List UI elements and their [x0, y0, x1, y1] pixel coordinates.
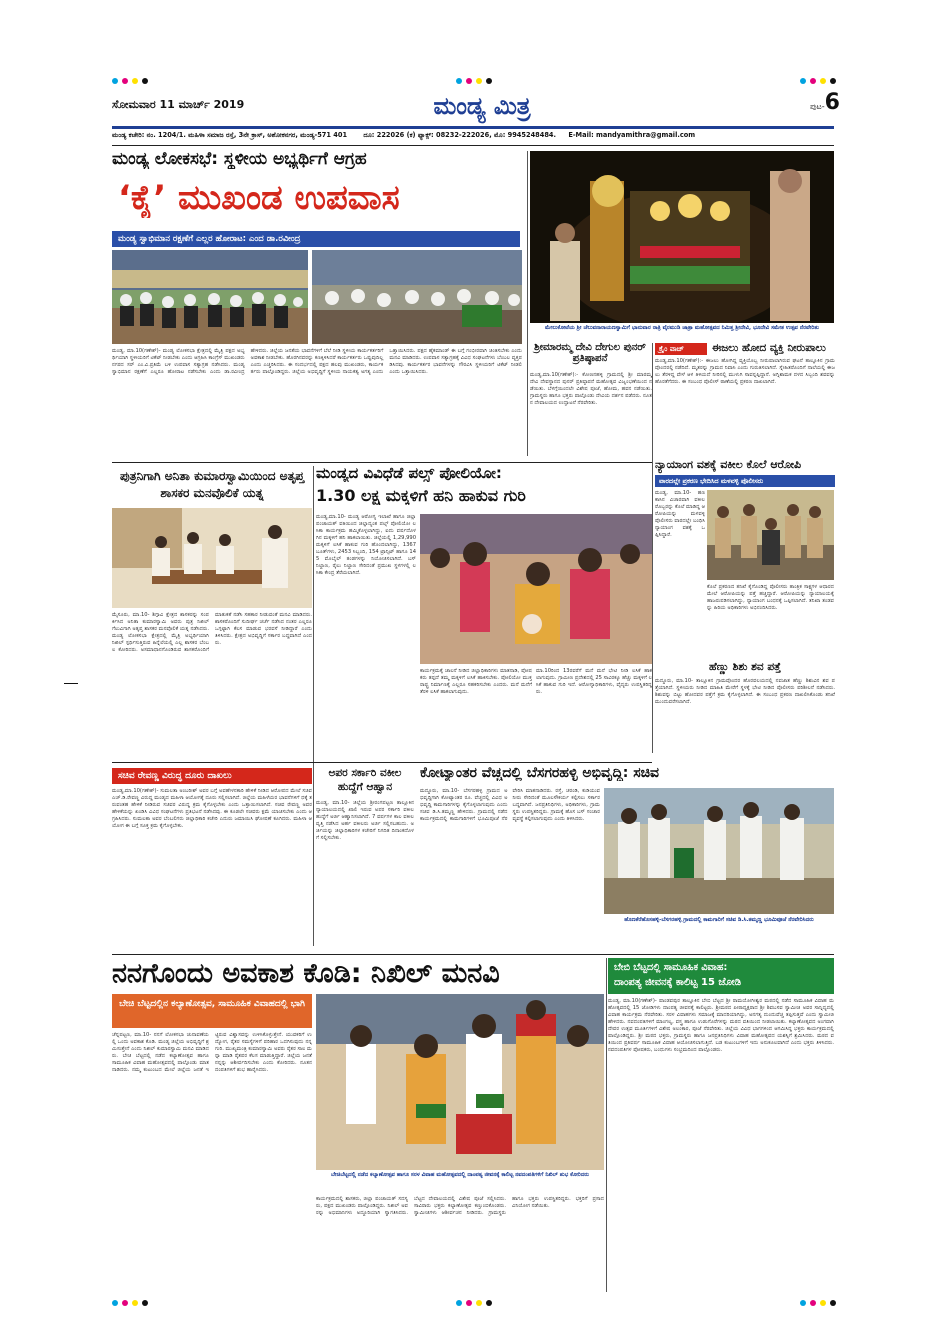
lead-strap: ಮಂಡ್ಯ ಸ್ವಾಭಿಮಾನ ರಕ್ಷಣೆಗೆ ಎಲ್ಲರ ಹೋರಾಟ: ಎಂದ ಡಾ.ರವೀಂದ್ರ — [112, 231, 520, 247]
column-rule — [527, 151, 528, 456]
registration-dot — [486, 1300, 492, 1306]
protest-photo-2 — [312, 250, 522, 344]
crime-head-3: ಹೆಣ್ಣು ಶಿಶು ಶವ ಪತ್ತೆ — [709, 661, 781, 673]
koti-photo — [604, 788, 834, 914]
temple-caption: ಮೇಲುಕೋಟೆಯ ಶ್ರೀ ಚೆಲುವನಾರಾಯಣಸ್ವಾಮಿಗೆ ಭಾನುವಾರ ರಾತ್ರಿ ವೈರಮುಡಿ ಜಾತ್ರಾ ಮಹೋತ್ಸವದ ನಿಮಿತ್ತ ಶ್ರೀದೇವಿ, ಭೂದೇವಿ ಸಮೇತ ಉತ್ಸವ ನೆರವೇರಿತು — [545, 325, 819, 331]
page-label — [810, 90, 840, 115]
lawyer-head: ಅಪರ ಸರ್ಕಾರಿ ವಕೀಲ ಹುದ್ದೆಗೆ ಆಹ್ವಾನ — [328, 767, 402, 793]
registration-dot — [112, 78, 118, 84]
address-rule — [112, 145, 834, 146]
polio-body-3: ಮಾ.10ರಿಂದ 13ರವರೆಗೆ ಮನೆ ಮನೆ ಭೇಟಿ ನೀಡಿ ಲಸಿಕೆ ಹಾಕಲಾಗುವುದು. ಗ್ರಾಮೀಣ ಪ್ರದೇಶದಲ್ಲಿ 25 ಸಾವಿರಕ್ಕೂ ಹೆಚ್ಚು ಮಕ್ಕಳಿಗೆ ಲಸಿಕೆ ಹಾಕುವ ಗುರಿ ಇದೆ. ಆರೋಗ್ಯಾಧಿಕಾರಿಗಳು, ವೈದ್ಯರು ಉಪಸ್ಥಿತರಿದ್ದರು. — [536, 668, 652, 695]
crime-strap-2: ವಾರದಲ್ಲೇ ಪ್ರಕರಣ ಭೇದಿಸಿದ ಮಳವಳ್ಳಿ ಪೊಲೀಸರು — [655, 475, 835, 487]
crime-body-2b: ಕೊಲೆ ಪ್ರಕರಣದ ತನಿಖೆ ಕೈಗೊಂಡಿದ್ದ ಪೊಲೀಸರು ತಾಂತ್ರಿಕ ಸಾಕ್ಷ್ಯಗಳ ಆಧಾರದ ಮೇಲೆ ಆರೋಪಿಯನ್ನು ಪತ್ತೆ ಹಚ್ಚಿದ್ದಾರೆ. ಆರೋಪಿಯನ್ನು ನ್ಯಾಯಾಲಯಕ್ಕೆ ಹಾಜರುಪಡಿಸಲಾಗಿದ್ದು, ನ್ಯಾಯಾಂಗ ಬಂಧನಕ್ಕೆ ಒಪ್ಪಿಸಲಾಗಿದೆ. ತನಿಖಾ ತಂಡವನ್ನು ಹಿರಿಯ ಅಧಿಕಾರಿಗಳು ಅಭಿನಂದಿಸಿದರು. — [707, 584, 834, 611]
marriage-body: ಮಂಡ್ಯ, ಮಾ.10(ಗಣೇಶ್)- ಪಾಂಡವಪುರ ತಾಲ್ಲೂಕಿನ ಬೇಬಿ ಬೆಟ್ಟದ ಶ್ರೀ ರಾಮಯೋಗೀಶ್ವರ ಮಠದಲ್ಲಿ ನಡೆದ ಸಾಮೂಹಿಕ ವಿವಾಹ ಮಹೋತ್ಸವದಲ್ಲಿ 15 ಜೋಡಿಗಳು ದಾಂಪತ್ಯ ಜೀವನಕ್ಕೆ ಕಾಲಿಟ್ಟರು. ಶ್ರೀಮಠದ ಪೀಠಾಧ್ಯಕ್ಷರಾದ ಶ್ರೀ ಶಿವಬಸವ ಸ್ವಾಮೀಜಿ ಅವರ ಸಾನ್ನಿಧ್ಯದಲ್ಲಿ ವಿವಾಹ ಕಾರ್ಯಕ್ರಮ ನೆರವೇರಿತು. ಸರಳ ವಿವಾಹಗಳು ಸಮಾಜಕ್ಕೆ ಮಾದರಿಯಾಗಿದ್ದು, ಅನಗತ್ಯ ದುಂದುವೆಚ್ಚ ತಪ್ಪಿಸುತ್ತವೆ ಎಂದು ಸ್ವಾಮೀಜಿ ಹೇಳಿದರು. ನವದಂಪತಿಗಳಿಗೆ ಮಾಂಗಲ್ಯ, ವಸ್ತ್ರ ಹಾಗೂ ಉಡುಗೊರೆಗಳನ್ನು ಮಠದ ವತಿಯಿಂದ ನೀಡಲಾಯಿತು. ಕಲ್ಯಾಣೋತ್ಸವದ ಅಂಗವಾಗಿ ದೇವರ ಉತ್ಸವ ಮೂರ್ತಿಗಳಿಗೆ ವಿಶೇಷ ಅಲಂಕಾರ, ಪೂಜೆ ನೆರವೇರಿತು. ಜಿಲ್ಲೆಯ ವಿವಿಧ ಭಾಗಗಳಿಂದ ಆಗಮಿಸಿದ್ದ ಭಕ್ತರು ಕಾರ್ಯಕ್ರಮದಲ್ಲಿ ಪಾಲ್ಗೊಂಡಿದ್ದರು. ಶ್ರೀ ಮಠದ ಭಕ್ತರು, ಗ್ರಾಮಸ್ಥರು ಹಾಗೂ ಜನಪ್ರತಿನಿಧಿಗಳು ವಿವಾಹ ಮಹೋತ್ಸವದ ಯಶಸ್ಸಿಗೆ ಶ್ರಮಿಸಿದರು. ಮಠದ ವತಿಯಿಂದ ಪ್ರತಿವರ್ಷ ಸಾಮೂಹಿಕ ವಿವಾಹ ಆಯೋಜಿಸಲಾಗುತ್ತಿದೆ. ಬಡ ಕುಟುಂಬಗಳಿಗೆ ಇದು ಅನುಕೂಲವಾಗಿದೆ ಎಂದು ಭಕ್ತರು ತಿಳಿಸಿದರು. ನವದಂಪತಿಗಳ ಪೋಷಕರು, ಬಂಧುಗಳು ಸಂಭ್ರಮದಿಂದ ಪಾಲ್ಗೊಂಡರು. — [608, 998, 834, 1053]
protest-photo — [112, 250, 308, 344]
masthead-rule — [112, 126, 834, 129]
registration-dot — [800, 78, 806, 84]
registration-dot — [830, 1300, 836, 1306]
marriage-band — [608, 958, 834, 994]
column-rule — [652, 343, 653, 753]
phone-numbers: ದೂ: 222026 (ಕ) ಫ್ಯಾಕ್ಸ್: 08232-222026, ಮೊ: 9945248484. — [363, 131, 557, 139]
koti-caption: ಹೊಣಕೆರೆಹೊಸಹಳ್ಳಿ-ಬೆಸಗರಹಳ್ಳಿ ಗ್ರಾಮದಲ್ಲಿ ಕಾಮಗಾರಿಗೆ ಸಚಿವ ಡಿ.ಸಿ.ತಮ್ಮಣ್ಣ ಭೂಮಿಪೂಜೆ ನೆರವೇರಿಸಿದರು — [624, 917, 814, 923]
marriage-head-1: ಬೇಬಿ ಬೆಟ್ಟದಲ್ಲಿ ಸಾಮೂಹಿಕ ವಿವಾಹ: — [614, 962, 728, 973]
registration-dot — [112, 1300, 118, 1306]
email-address: E-Mail: mandyamithra@gmail.com — [568, 131, 696, 139]
crime-tag: ಕ್ರೈಂ ವಾಚ್ — [655, 343, 707, 355]
lead-headline: ‘ಕೈ’ ಮುಖಂಡ ಉಪವಾಸ — [118, 178, 400, 218]
column-rule — [606, 958, 607, 1292]
polio-body-2: ಕಾರ್ಯಕ್ರಮಕ್ಕೆ ಚಾಲನೆ ನೀಡಿದ ಜಿಲ್ಲಾಧಿಕಾರಿಗಳು ಮಾತನಾಡಿ, ಪೋಷಕರು ತಪ್ಪದೆ ತಮ್ಮ ಮಕ್ಕಳಿಗೆ ಲಸಿಕೆ ಹಾಕಿಸಬೇಕು. ಪೋಲಿಯೋ ಮುಕ್ತ ರಾಷ್ಟ್ರ ನಿರ್ಮಾಣಕ್ಕೆ ಎಲ್ಲರೂ ಸಹಕರಿಸಬೇಕು ಎಂದರು. ಮನೆ ಮನೆಗೆ ತೆರಳಿ ಲಸಿಕೆ ಹಾಕಲಾಗುವುದು. — [420, 668, 532, 695]
anitha-body: ಮೈಸೂರು, ಮಾ.10- ಶಿಗ್ಗಾವಿ ಕ್ಷೇತ್ರದ ಶಾಸಕರನ್ನು ಸಂಪರ್ಕಿಸಿದ ಅನಿತಾ ಕುಮಾರಸ್ವಾಮಿ ಅವರು ಪುತ್ರ ನಿಖಿಲ್ ಗೆಲುವಿಗಾಗಿ ಅತೃಪ್ತ ಶಾಸಕರ ಮನವೊಲಿಕೆ ಯತ್ನ ನಡೆಸಿದರು. ಮಂಡ್ಯ ಲೋಕಸಭಾ ಕ್ಷೇತ್ರದಲ್ಲಿ ಮೈತ್ರಿ ಅಭ್ಯರ್ಥಿಯಾಗಿ ನಿಖಿಲ್ ಸ್ಪರ್ಧಿಸುತ್ತಿರುವ ಹಿನ್ನೆಲೆಯಲ್ಲಿ ಎಲ್ಲ ಶಾಸಕರ ಬೆಂಬಲ ಕೋರಿದರು. ಅಸಮಾಧಾನಗೊಂಡಿರುವ ಶಾಸಕರೊಂದಿಗೆ ಮಾತುಕತೆ ನಡೆಸಿ ಸಹಕಾರ ನೀಡುವಂತೆ ಮನವಿ ಮಾಡಿದರು. ಶಾಸಕರೊಂದಿಗೆ ಸುದೀರ್ಘ ಚರ್ಚೆ ನಡೆಸಿದ ನಂತರ ಎಲ್ಲರೂ ಒಗ್ಗಟ್ಟಾಗಿ ಕೆಲಸ ಮಾಡುವ ಭರವಸೆ ನೀಡಿದ್ದಾರೆ ಎಂದು ತಿಳಿಸಿದರು. ಕ್ಷೇತ್ರದ ಅಭಿವೃದ್ಧಿಗೆ ಸರ್ಕಾರ ಬದ್ಧವಾಗಿದೆ ಎಂದರು. — [112, 612, 312, 653]
masthead-title: ಮಂಡ್ಯ ಮಿತ್ರ — [433, 92, 531, 120]
registration-dot — [122, 78, 128, 84]
registration-dot — [466, 1300, 472, 1306]
office-address: ಮಂಡ್ಯ ಕಚೇರಿ: ನಂ. 1204/1. ಮಹಿಳಾ ಸಮಾಜ ರಸ್ತೆ, 3ನೇ ಕ್ರಾಸ್, ಅಶೋಕನಗರ, ಮಂಡ್ಯ-571 401 — [112, 131, 348, 139]
registration-dot — [142, 78, 148, 84]
nikhil-body-2: ಕಾರ್ಯಕ್ರಮದಲ್ಲಿ ಶಾಸಕರು, ಜಿಲ್ಲಾ ಪಂಚಾಯತ್ ಸದಸ್ಯರು, ಪಕ್ಷದ ಮುಖಂಡರು ಪಾಲ್ಗೊಂಡಿದ್ದರು. ನಿಖಿಲ್ ಅವರನ್ನು ಅಭಿಮಾನಿಗಳು ಅದ್ದೂರಿಯಾಗಿ ಸ್ವಾಗತಿಸಿದರು. ಬೆಟ್ಟದ ದೇವಾಲಯದಲ್ಲಿ ವಿಶೇಷ ಪೂಜೆ ಸಲ್ಲಿಸಿದರು. ಸಾವಿರಾರು ಭಕ್ತರು ಕಲ್ಯಾಣೋತ್ಸವ ಕಣ್ತುಂಬಿಕೊಂಡರು. ಸ್ವಾಮೀಜಿಗಳು ಆಶೀರ್ವಚನ ನೀಡಿದರು. ಗ್ರಾಮಸ್ಥರು ಹಾಗೂ ಭಕ್ತರು ಉಪಸ್ಥಿತರಿದ್ದರು. ಭಕ್ತರಿಗೆ ಪ್ರಸಾದ ವಿನಿಯೋಗ ನಡೆಯಿತು. — [316, 1196, 604, 1216]
page-number: 6 — [824, 90, 840, 115]
column-rule — [313, 466, 314, 946]
registration-dot — [142, 1300, 148, 1306]
nikhil-caption: ಬೇಚಿಬೆಟ್ಟದಲ್ಲಿ ನಡೆದ ಕಲ್ಯಾಣೋತ್ಸವ ಹಾಗೂ ಸರಳ ವಿವಾಹ ಮಹೋತ್ಸವದಲ್ಲಿ ದಾಂಪತ್ಯ ಜೀವನಕ್ಕೆ ಕಾಲಿಟ್ಟ ನವದಂಪತಿಗಳಿಗೆ ನಿಖಿಲ್ ಶುಭ ಕೋರಿದರು — [330, 1172, 590, 1178]
polio-body-1: ಮಂಡ್ಯ,ಮಾ.10- ಮಂಡ್ಯ ಆರೋಗ್ಯ ಇಲಾಖೆ ಹಾಗೂ ಜಿಲ್ಲಾ ಪಂಚಾಯತ್ ವತಿಯಿಂದ ಜಿಲ್ಲಾದ್ಯಂತ ಪಲ್ಸ್ ಪೋಲಿಯೋ ಲಸಿಕಾ ಕಾರ್ಯಕ್ರಮ ಹಮ್ಮಿಕೊಳ್ಳಲಾಗಿದ್ದು, ಐದು ವರ್ಷದೊಳಗಿನ ಮಕ್ಕಳಿಗೆ ಹನಿ ಹಾಕಲಾಯಿತು. ಜಿಲ್ಲೆಯಲ್ಲಿ 1,29,990 ಮಕ್ಕಳಿಗೆ ಲಸಿಕೆ ಹಾಕುವ ಗುರಿ ಹೊಂದಲಾಗಿದ್ದು, 1367 ಬೂತ್‌ಗಳು, 2453 ಸಿಬ್ಬಂದಿ, 154 ಟ್ರಾನ್ಸಿಟ್ ಹಾಗೂ 145 ಮೊಬೈಲ್ ತಂಡಗಳನ್ನು ನಿಯೋಜಿಸಲಾಗಿದೆ. ಬಸ್ ನಿಲ್ದಾಣ, ರೈಲು ನಿಲ್ದಾಣ ಸೇರಿದಂತೆ ಪ್ರಮುಖ ಸ್ಥಳಗಳಲ್ಲಿ ಲಸಿಕಾ ಕೇಂದ್ರ ತೆರೆಯಲಾಗಿದೆ. — [316, 514, 416, 576]
anitha-photo — [112, 508, 312, 608]
crime-body-3: ಮದ್ದೂರು, ಮಾ.10- ತಾಲ್ಲೂಕಿನ ಗ್ರಾಮವೊಂದರ ಹೊರವಲಯದಲ್ಲಿ ನವಜಾತ ಹೆಣ್ಣು ಶಿಶುವಿನ ಶವ ಪತ್ತೆಯಾಗಿದೆ. ಸ್ಥಳೀಯರು ನೀಡಿದ ಮಾಹಿತಿ ಮೇರೆಗೆ ಸ್ಥಳಕ್ಕೆ ಭೇಟಿ ನೀಡಿದ ಪೊಲೀಸರು ಪರಿಶೀಲನೆ ನಡೆಸಿದರು. ಶಿಶುವನ್ನು ಬಿಟ್ಟು ಹೋದವರ ಪತ್ತೆಗೆ ಕ್ರಮ ಕೈಗೊಳ್ಳಲಾಗಿದೆ. ಈ ಸಂಬಂಧ ಪ್ರಕರಣ ದಾಖಲಿಸಿಕೊಂಡು ತನಿಖೆ ಮುಂದುವರೆಸಲಾಗಿದೆ. — [655, 678, 835, 705]
lead-kicker: ಮಂಡ್ಯ ಲೋಕಸಭೆ: ಸ್ಥಳೀಯ ಅಭ್ಯರ್ಥಿಗೆ ಆಗ್ರಹ — [112, 151, 367, 169]
police-photo — [707, 490, 834, 580]
temple-photo — [530, 151, 834, 323]
nikhil-strap: ಬೇಚಿ ಬೆಟ್ಟದಲ್ಲಿನ ಕಲ್ಯಾಣೋತ್ಸವ, ಸಾಮೂಹಿಕ ವಿವಾಹದಲ್ಲಿ ಭಾಗಿ — [112, 994, 312, 1028]
registration-dot — [132, 78, 138, 84]
crime-head-2: ನ್ಯಾಯಾಂಗ ವಶಕ್ಕೆ ವಕೀಲ ಕೊಲೆ ಆರೋಪಿ — [655, 458, 802, 471]
temple-story-head: ಶ್ರೀಮಾರಮ್ಮ ದೇವಿ ದೇಗುಲ ಪುನರ್ ಪ್ರತಿಷ್ಠಾಪನೆ — [534, 342, 646, 364]
nikhil-body-1: ಚೆನ್ನಪಟ್ಟಣ, ಮಾ.10- ನನಗೆ ಲೋಕಸಭಾ ಚುನಾವಣೆಯಲ್ಲಿ ಒಂದು ಅವಕಾಶ ಕೊಡಿ. ಮಂಡ್ಯ ಜಿಲ್ಲೆಯ ಅಭಿವೃದ್ಧಿಗೆ ಶ್ರಮಿಸುತ್ತೇನೆ ಎಂದು ನಿಖಿಲ್ ಕುಮಾರಸ್ವಾಮಿ ಮನವಿ ಮಾಡಿದರು. ಬೇಚಿ ಬೆಟ್ಟದಲ್ಲಿ ನಡೆದ ಕಲ್ಯಾಣೋತ್ಸವ ಹಾಗೂ ಸಾಮೂಹಿಕ ವಿವಾಹ ಮಹೋತ್ಸವದಲ್ಲಿ ಪಾಲ್ಗೊಂಡು ಮಾತನಾಡಿದರು. ನಮ್ಮ ಕುಟುಂಬದ ಮೇಲೆ ಜಿಲ್ಲೆಯ ಜನತೆ ಇಟ್ಟಿರುವ ವಿಶ್ವಾಸವನ್ನು ಉಳಿಸಿಕೊಳ್ಳುತ್ತೇನೆ. ಯುವಕರಿಗೆ ಉದ್ಯೋಗ, ರೈತರ ಸಮಸ್ಯೆಗಳಿಗೆ ಪರಿಹಾರ ಒದಗಿಸುವುದು ನನ್ನ ಗುರಿ. ಮುಖ್ಯಮಂತ್ರಿ ಕುಮಾರಸ್ವಾಮಿ ಅವರು ರೈತರ ಸಾಲ ಮನ್ನಾ ಮಾಡಿ ರೈತಪರ ಕೆಲಸ ಮಾಡುತ್ತಿದ್ದಾರೆ. ಜಿಲ್ಲೆಯ ಜನತೆ ನನ್ನನ್ನು ಆಶೀರ್ವದಿಸಬೇಕು ಎಂದು ಕೋರಿದರು. ನೂತನ ದಂಪತಿಗಳಿಗೆ ಶುಭ ಹಾರೈಸಿದರು. — [112, 1032, 312, 1073]
lead-body: ಮಂಡ್ಯ, ಮಾ.10(ಗಣೇಶ್)- ಮಂಡ್ಯ ಲೋಕಸಭಾ ಕ್ಷೇತ್ರದಲ್ಲಿ ಮೈತ್ರಿ ಪಕ್ಷದ ಅಭ್ಯರ್ಥಿಯಾಗಿ ಸ್ಥಳೀಯರಿಗೆ ಟಿಕೆಟ್ ನೀಡಬೇಕು ಎಂದು ಆಗ್ರಹಿಸಿ ಕಾಂಗ್ರೆಸ್ ಮುಖಂಡರು ನಗರದ ಸರ್ ಎಂ.ವಿ.ಪ್ರತಿಮೆ ಬಳಿ ಉಪವಾಸ ಸತ್ಯಾಗ್ರಹ ನಡೆಸಿದರು. ಮಂಡ್ಯ ಸ್ವಾಭಿಮಾನ ರಕ್ಷಣೆಗೆ ಎಲ್ಲರೂ ಹೋರಾಟ ನಡೆಸಬೇಕು ಎಂದು ಡಾ.ರವೀಂದ್ರ ಹೇಳಿದರು. ಜಿಲ್ಲೆಯ ಜನತೆಯ ಭಾವನೆಗಳಿಗೆ ಬೆಲೆ ನೀಡಿ ಸ್ಥಳೀಯ ಕಾರ್ಯಕರ್ತರಿಗೆ ಅವಕಾಶ ನೀಡಬೇಕು. ಹೊರಗಿನವರನ್ನು ಕಣಕ್ಕಿಳಿಸಿದರೆ ಕಾರ್ಯಕರ್ತರು ಒಪ್ಪುವುದಿಲ್ಲ ಎಂದು ಎಚ್ಚರಿಸಿದರು. ಈ ಸಂದರ್ಭದಲ್ಲಿ ಪಕ್ಷದ ಹಲವು ಮುಖಂಡರು, ಕಾರ್ಯಕರ್ತರು ಪಾಲ್ಗೊಂಡಿದ್ದರು. ಜಿಲ್ಲೆಯ ಅಭಿವೃದ್ಧಿಗೆ ಸ್ಥಳೀಯ ನಾಯಕತ್ವ ಅಗತ್ಯ ಎಂದು ಒತ್ತಾಯಿಸಿದರು. ಪಕ್ಷದ ಹೈಕಮಾಂಡ್ ಈ ಬಗ್ಗೆ ಗಂಭೀರವಾಗಿ ಚಿಂತಿಸಬೇಕು ಎಂದು ಮನವಿ ಮಾಡಿದರು. ಉಪವಾಸ ಸತ್ಯಾಗ್ರಹಕ್ಕೆ ವಿವಿಧ ಸಂಘಟನೆಗಳು ಬೆಂಬಲ ವ್ಯಕ್ತಪಡಿಸಿದವು. ಕಾರ್ಯಕರ್ತರ ಭಾವನೆಗಳನ್ನು ಗೌರವಿಸಿ ಸ್ಥಳೀಯರಿಗೆ ಟಿಕೆಟ್ ನೀಡಲಿ ಎಂದು ಒತ್ತಾಯಿಸಿದರು. — [112, 348, 522, 375]
bottom-rule — [112, 954, 834, 955]
nikhil-head: ನನಗೊಂದು ಅವಕಾಶ ಕೊಡಿ: ನಿಖಿಲ್ ಮನವಿ — [112, 960, 500, 989]
crime-body-2: ಮಂಡ್ಯ, ಮಾ.10- ಹಣಕಾಸಿನ ವಿಚಾರವಾಗಿ ವಕೀಲರೊಬ್ಬರನ್ನು ಕೊಲೆ ಮಾಡಿದ್ದ ಆರೋಪಿಯನ್ನು ಮಳವಳ್ಳಿ ಪೊಲೀಸರು ವಾರದಲ್ಲೇ ಬಂಧಿಸಿ ನ್ಯಾಯಾಂಗ ವಶಕ್ಕೆ ಒಪ್ಪಿಸಿದ್ದಾರೆ. — [655, 490, 705, 538]
issue-date: ಸೋಮವಾರ 11 ಮಾರ್ಚ್ 2019 — [112, 98, 245, 111]
registration-dot — [830, 78, 836, 84]
temple-story-body: ಮಂಡ್ಯ,ಮಾ.10(ಗಣೇಶ್):- ಕೋಣನಹಳ್ಳಿ ಗ್ರಾಮದಲ್ಲಿ ಶ್ರೀ ಮಾರಮ್ಮ ದೇವಿ ದೇವಸ್ಥಾನದ ಪುನರ್ ಪ್ರತಿಷ್ಠಾಪನೆ ಮಹೋತ್ಸವ ವಿಜೃಂಭಣೆಯಿಂದ ನಡೆಯಿತು. ಬೆಳಗ್ಗೆಯಿಂದಲೇ ವಿಶೇಷ ಪೂಜೆ, ಹೋಮ, ಹವನ ನಡೆಯಿತು. ಗ್ರಾಮಸ್ಥರು ಹಾಗೂ ಭಕ್ತರು ಪಾಲ್ಗೊಂಡು ದೇವಿಯ ದರ್ಶನ ಪಡೆದರು. ನೂತನ ದೇವಾಲಯದ ಉದ್ಘಾಟನೆ ನೆರವೇರಿತು. — [530, 372, 652, 406]
registration-dot — [466, 78, 472, 84]
marriage-head-2: ದಾಂಪತ್ಯ ಜೀವನಕ್ಕೆ ಕಾಲಿಟ್ಟ 15 ಜೋಡಿ — [614, 977, 742, 988]
revanna-band: ಸಚಿವ ರೇವಣ್ಣ ವಿರುದ್ಧ ದೂರು ದಾಖಲು — [112, 768, 312, 784]
registration-dot — [456, 1300, 462, 1306]
koti-body: ಮದ್ದೂರು, ಮಾ.10- ಬೆಸಗರಹಳ್ಳಿ ಗ್ರಾಮದ ಅಭಿವೃದ್ಧಿಗಾಗಿ ಕೋಟ್ಯಾಂತರ ರೂ. ವೆಚ್ಚದಲ್ಲಿ ವಿವಿಧ ಅಭಿವೃದ್ಧಿ ಕಾಮಗಾರಿಗಳನ್ನು ಕೈಗೊಳ್ಳಲಾಗುವುದು ಎಂದು ಸಚಿವ ಡಿ.ಸಿ.ತಮ್ಮಣ್ಣ ಹೇಳಿದರು. ಗ್ರಾಮದಲ್ಲಿ ನಡೆದ ಕಾರ್ಯಕ್ರಮದಲ್ಲಿ ಕಾಮಗಾರಿಗಳಿಗೆ ಭೂಮಿಪೂಜೆ ನೆರವೇರಿಸಿ ಮಾತನಾಡಿದರು. ರಸ್ತೆ, ಚರಂಡಿ, ಕುಡಿಯುವ ನೀರು ಸೇರಿದಂತೆ ಮೂಲಸೌಕರ್ಯ ಕಲ್ಪಿಸಲು ಸರ್ಕಾರ ಬದ್ಧವಾಗಿದೆ. ಜನಪ್ರತಿನಿಧಿಗಳು, ಅಧಿಕಾರಿಗಳು, ಗ್ರಾಮಸ್ಥರು ಉಪಸ್ಥಿತರಿದ್ದರು. ಗ್ರಾಮಕ್ಕೆ ಹೊಸ ಬಸ್ ಸಂಚಾರ ವ್ಯವಸ್ಥೆ ಕಲ್ಪಿಸಲಾಗುವುದು ಎಂದು ತಿಳಿಸಿದರು. — [420, 788, 600, 822]
margin-tick — [64, 683, 78, 684]
page-label-text: ಪುಟ- — [810, 102, 825, 111]
column-rule — [112, 762, 652, 763]
registration-dot — [476, 78, 482, 84]
registration-dot — [800, 1300, 806, 1306]
registration-dot — [820, 1300, 826, 1306]
registration-dot — [820, 78, 826, 84]
lawyer-body: ಮಂಡ್ಯ, ಮಾ.10- ಜಿಲ್ಲೆಯ ಶ್ರೀರಂಗಪಟ್ಟಣ ತಾಲ್ಲೂಕಿನ ನ್ಯಾಯಾಲಯದಲ್ಲಿ ಖಾಲಿ ಇರುವ ಅಪರ ಸರ್ಕಾರಿ ವಕೀಲ ಹುದ್ದೆಗೆ ಅರ್ಜಿ ಆಹ್ವಾನಿಸಲಾಗಿದೆ. 7 ವರ್ಷಗಳ ಕಾಲ ವಕೀಲ ವೃತ್ತಿ ನಡೆಸಿದ ಅರ್ಹ ವಕೀಲರು ಅರ್ಜಿ ಸಲ್ಲಿಸಬಹುದು. ಅರ್ಜಿಯನ್ನು ಜಿಲ್ಲಾಧಿಕಾರಿಗಳ ಕಚೇರಿಗೆ ನಿಗದಿತ ದಿನಾಂಕದೊಳಗೆ ಸಲ್ಲಿಸಬೇಕು. — [316, 800, 414, 841]
registration-dot — [486, 78, 492, 84]
nikhil-photo — [316, 994, 604, 1170]
crime-head-1: ಈಜಲು ಹೋದ ವ್ಯಕ್ತಿ ನೀರುಪಾಲು — [712, 342, 826, 354]
registration-dot — [122, 1300, 128, 1306]
masthead — [112, 90, 840, 130]
crime-body-1: ಮಂಡ್ಯ,ಮಾ.10(ಗಣೇಶ್):- ಈಜಲು ಹೋಗಿದ್ದ ವ್ಯಕ್ತಿಯೊಬ್ಬ ನೀರುಪಾಲಾಗಿರುವ ಘಟನೆ ತಾಲ್ಲೂಕಿನ ಗ್ರಾಮವೊಂದರಲ್ಲಿ ನಡೆದಿದೆ. ಮೃತರನ್ನು ಗ್ರಾಮದ ನಿವಾಸಿ ಎಂದು ಗುರುತಿಸಲಾಗಿದೆ. ಸ್ನೇಹಿತರೊಂದಿಗೆ ನಾಲೆಯಲ್ಲಿ ಈಜಲು ತೆರಳಿದ್ದ ವೇಳೆ ಆಳ ತಿಳಿಯದೆ ನೀರಿನಲ್ಲಿ ಮುಳುಗಿ ಸಾವನ್ನಪ್ಪಿದ್ದಾನೆ. ಅಗ್ನಿಶಾಮಕ ದಳದ ಸಿಬ್ಬಂದಿ ಶವವನ್ನು ಹೊರತೆಗೆದರು. ಈ ಸಂಬಂಧ ಪೊಲೀಸ್ ಠಾಣೆಯಲ್ಲಿ ಪ್ರಕರಣ ದಾಖಲಾಗಿದೆ. — [655, 358, 835, 385]
registration-dot — [810, 1300, 816, 1306]
address-line — [112, 131, 834, 143]
anitha-head: ಪುತ್ರನಿಗಾಗಿ ಅನಿತಾ ಕುಮಾರಸ್ವಾಮಿಯಿಂದ ಅತೃಪ್ತ ಶಾಸಕರ ಮನವೊಲಿಕೆ ಯತ್ನ — [119, 469, 305, 500]
registration-dot — [476, 1300, 482, 1306]
revanna-body: ಮಂಡ್ಯ,ಮಾ.10(ಗಣೇಶ್)- ಸುಮಲತಾ ಅಂಬರೀಶ್ ಅವರ ಬಗ್ಗೆ ಅವಹೇಳನಕಾರಿ ಹೇಳಿಕೆ ನೀಡಿದ ಆರೋಪದ ಮೇಲೆ ಸಚಿವ ಎಚ್.ಡಿ.ರೇವಣ್ಣ ವಿರುದ್ಧ ಮಂಡ್ಯದ ಮಹಿಳಾ ಆಯೋಗಕ್ಕೆ ದೂರು ಸಲ್ಲಿಸಲಾಗಿದೆ. ಜಿಲ್ಲೆಯ ಮಹಿಳೆಯರ ಭಾವನೆಗಳಿಗೆ ಧಕ್ಕೆ ತರುವಂತಹ ಹೇಳಿಕೆ ನೀಡಿರುವ ಸಚಿವರ ವಿರುದ್ಧ ಕ್ರಮ ಕೈಗೊಳ್ಳಬೇಕು ಎಂದು ಒತ್ತಾಯಿಸಲಾಗಿದೆ. ಸಚಿವ ರೇವಣ್ಣ ಅವರ ಹೇಳಿಕೆಯನ್ನು ಖಂಡಿಸಿ ವಿವಿಧ ಸಂಘಟನೆಗಳು ಪ್ರತಿಭಟನೆ ನಡೆಸಿದವು. ಈ ಕೂಡಲೇ ಸಚಿವರು ಕ್ಷಮೆ ಯಾಚಿಸಬೇಕು ಎಂದು ಆಗ್ರಹಿಸಿದರು. ಸುಮಲತಾ ಅವರ ಬೆಂಬಲಿಗರು ಜಿಲ್ಲಾಧಿಕಾರಿ ಕಚೇರಿ ಎದುರು ಜಮಾಯಿಸಿ ಘೋಷಣೆ ಕೂಗಿದರು. ಮಹಿಳಾ ಆಯೋಗ ಈ ಬಗ್ಗೆ ಸೂಕ್ತ ಕ್ರಮ ಕೈಗೊಳ್ಳಬೇಕು. — [112, 788, 312, 829]
mid-rule — [112, 462, 652, 463]
koti-head: ಕೋಟ್ಯಾಂತರ ವೆಚ್ಚದಲ್ಲಿ ಬೆಸಗರಹಳ್ಳಿ ಅಭಿವೃದ್ಧಿ: ಸಚಿವ — [420, 766, 660, 781]
registration-dot — [132, 1300, 138, 1306]
registration-dot — [456, 78, 462, 84]
polio-head-2: 1.30 ಲಕ್ಷ ಮಕ್ಕಳಿಗೆ ಹನಿ ಹಾಕುವ ಗುರಿ — [316, 488, 526, 505]
polio-photo — [420, 514, 652, 664]
registration-dot — [810, 78, 816, 84]
polio-head-1: ಮಂಡ್ಯದ ವಿವಿಧೆಡೆ ಪಲ್ಸ್ ಪೋಲಿಯೋ: — [316, 466, 502, 482]
